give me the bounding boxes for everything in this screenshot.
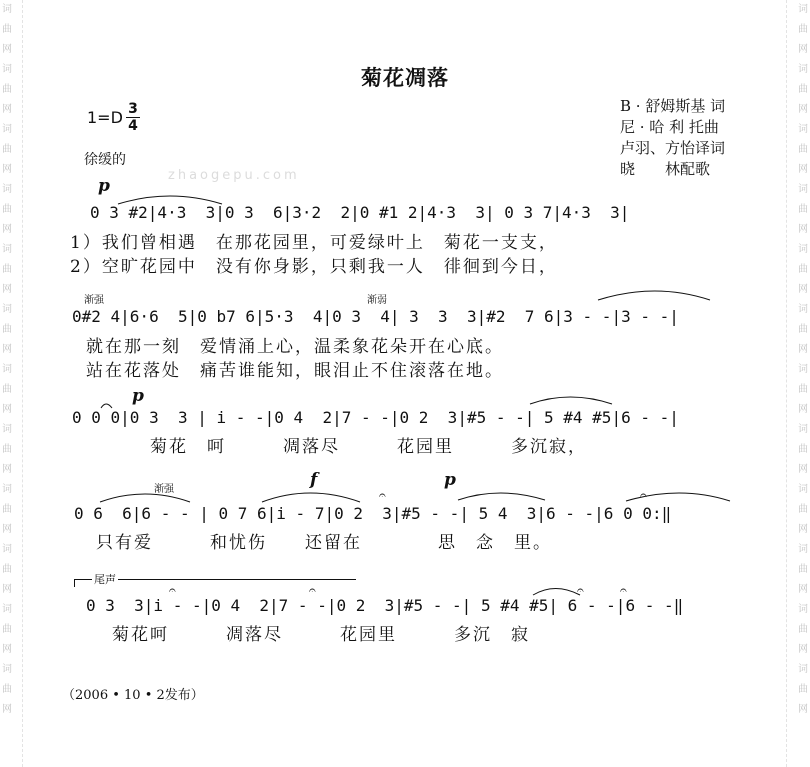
fermata-icon: 𝄐 bbox=[640, 488, 647, 502]
release-date: （2006 • 10 • 2发布） bbox=[62, 688, 204, 703]
lyric-line-3: 菊花 呵 凋落尽 花园里 多沉寂， bbox=[150, 437, 587, 457]
notation-line-4: 0 6 6|6 - - | 0 7 6|i - 7|0 2 3|#5 - -| 5 4 3|6 - -|6 0 0:‖ bbox=[74, 504, 672, 523]
side-watermark-char: 词 bbox=[798, 244, 808, 255]
side-watermark-char: 曲 bbox=[2, 24, 12, 35]
side-watermark-char: 网 bbox=[2, 404, 12, 415]
side-watermark-char: 词 bbox=[798, 664, 808, 675]
side-watermark-char: 曲 bbox=[798, 84, 808, 95]
credit-lyricist: B · 舒姆斯基 词 bbox=[620, 97, 726, 115]
side-watermark-char: 网 bbox=[798, 284, 808, 295]
credit-translators: 卢羽、方怡译词 bbox=[620, 139, 726, 157]
key-signature: 1=D bbox=[87, 108, 123, 127]
side-watermark-char: 词 bbox=[798, 4, 808, 15]
coda-label: 尾声 bbox=[94, 573, 116, 586]
side-watermark-char: 词 bbox=[798, 484, 808, 495]
fermata-icon: 𝄐 bbox=[577, 583, 584, 597]
side-watermark-char: 词 bbox=[2, 484, 12, 495]
side-watermark-char: 词 bbox=[2, 304, 12, 315]
side-watermark-char: 网 bbox=[798, 44, 808, 55]
side-watermark-char: 词 bbox=[2, 4, 12, 15]
side-watermark-char: 词 bbox=[2, 664, 12, 675]
dynamic-piano: p bbox=[444, 470, 456, 490]
side-watermark-char: 网 bbox=[2, 104, 12, 115]
side-watermark-char: 曲 bbox=[798, 204, 808, 215]
slur bbox=[100, 494, 190, 502]
lyric-line-5: 菊花呵 凋落尽 花园里 多沉 寂 bbox=[112, 625, 530, 645]
side-watermark-char: 曲 bbox=[2, 504, 12, 515]
side-watermark-char: 网 bbox=[798, 644, 808, 655]
diminuendo-mark: 渐弱 bbox=[367, 295, 387, 306]
side-watermark-char: 曲 bbox=[2, 324, 12, 335]
side-watermark-char: 网 bbox=[798, 104, 808, 115]
side-watermark-char: 网 bbox=[2, 644, 12, 655]
dynamic-forte: f bbox=[310, 470, 318, 490]
side-watermark-char: 词 bbox=[2, 124, 12, 135]
side-watermark-char: 网 bbox=[798, 584, 808, 595]
side-watermark-char: 网 bbox=[798, 164, 808, 175]
credit-arranger: 晓 林配歌 bbox=[620, 160, 711, 178]
side-watermark-char: 词 bbox=[2, 544, 12, 555]
slur bbox=[533, 589, 580, 596]
dynamic-piano: p bbox=[98, 176, 110, 196]
side-watermark-char: 曲 bbox=[798, 384, 808, 395]
side-watermark-char: 网 bbox=[2, 284, 12, 295]
side-watermark-char: 曲 bbox=[2, 84, 12, 95]
fermata-icon: 𝄐 bbox=[309, 583, 316, 597]
side-watermark-char: 曲 bbox=[2, 564, 12, 575]
side-watermark-char: 网 bbox=[798, 524, 808, 535]
slur bbox=[262, 493, 360, 502]
side-watermark-char: 曲 bbox=[2, 684, 12, 695]
site-watermark: zhaogepu.com bbox=[168, 168, 300, 183]
side-watermark-char: 词 bbox=[798, 184, 808, 195]
side-watermark-char: 曲 bbox=[798, 684, 808, 695]
side-watermark-char: 词 bbox=[798, 124, 808, 135]
lyric-verse-1-line-1: 1）我们曾相遇 在那花园里，可爱绿叶上 菊花一支支， bbox=[70, 233, 558, 253]
side-watermark-char: 词 bbox=[2, 244, 12, 255]
notation-line-5: 0 3 3|i - -|0 4 2|7 - -|0 2 3|#5 - -| 5 #4 #5| 6 - -|6 - -‖ bbox=[86, 596, 684, 615]
fermata-icon: 𝄐 bbox=[169, 583, 176, 597]
side-watermark-char: 词 bbox=[2, 604, 12, 615]
side-watermark-char: 网 bbox=[2, 164, 12, 175]
time-signature-top: 3 bbox=[128, 101, 138, 117]
side-watermark-char: 词 bbox=[2, 64, 12, 75]
side-watermark-char: 网 bbox=[2, 344, 12, 355]
lyric-verse-1-line-2: 就在那一刻 爱情涌上心，温柔象花朵开在心底。 bbox=[86, 337, 504, 357]
slur bbox=[598, 291, 710, 300]
side-watermark-char: 网 bbox=[798, 224, 808, 235]
side-watermark-char: 曲 bbox=[2, 204, 12, 215]
side-watermark-char: 网 bbox=[798, 704, 808, 715]
side-watermark-char: 网 bbox=[2, 704, 12, 715]
notation-line-1: 0 3 #2|4·3 3|0 3 6|3·2 2|0 #1 2|4·3 3| 0 3 7|4·3 3| bbox=[90, 203, 630, 222]
side-watermark-char: 曲 bbox=[798, 324, 808, 335]
side-watermark-char: 词 bbox=[798, 604, 808, 615]
side-watermark-char: 曲 bbox=[2, 444, 12, 455]
side-watermark-char: 网 bbox=[798, 404, 808, 415]
side-watermark-char: 曲 bbox=[2, 624, 12, 635]
coda-bracket-tick bbox=[74, 579, 75, 587]
side-watermark-char: 曲 bbox=[798, 504, 808, 515]
side-watermark-char: 曲 bbox=[798, 264, 808, 275]
side-watermark-char: 网 bbox=[2, 44, 12, 55]
side-watermark-char: 词 bbox=[798, 364, 808, 375]
slur bbox=[458, 493, 545, 500]
side-watermark-char: 词 bbox=[798, 64, 808, 75]
side-watermark-char: 曲 bbox=[798, 564, 808, 575]
side-watermark-char: 词 bbox=[2, 364, 12, 375]
side-watermark-char: 词 bbox=[798, 544, 808, 555]
side-watermark-char: 词 bbox=[2, 184, 12, 195]
side-watermark-char: 网 bbox=[2, 584, 12, 595]
side-watermark-char: 曲 bbox=[2, 144, 12, 155]
song-title: 菊花凋落 bbox=[361, 66, 449, 90]
side-watermark-char: 曲 bbox=[2, 264, 12, 275]
side-watermark-char: 曲 bbox=[798, 444, 808, 455]
side-watermark-char: 曲 bbox=[798, 144, 808, 155]
side-watermark-char: 网 bbox=[798, 344, 808, 355]
slur bbox=[530, 397, 612, 404]
side-watermark-char: 曲 bbox=[798, 24, 808, 35]
side-watermark-char: 网 bbox=[2, 464, 12, 475]
side-watermark-char: 网 bbox=[798, 464, 808, 475]
notation-line-2: 0#2 4|6·6 5|0 b7 6|5·3 4|0 3 4| 3 3 3|#2 7 6|3 - -|3 - -| bbox=[72, 307, 679, 326]
credit-composer: 尼 · 哈 利 托曲 bbox=[620, 118, 719, 136]
side-watermark-char: 词 bbox=[798, 304, 808, 315]
side-watermark-char: 网 bbox=[2, 524, 12, 535]
fermata-icon: 𝄐 bbox=[620, 583, 627, 597]
side-watermark-char: 曲 bbox=[798, 624, 808, 635]
tempo-marking: 徐缓的 bbox=[84, 152, 126, 168]
side-watermark-char: 词 bbox=[2, 424, 12, 435]
lyric-verse-2-line-2: 站在花落处 痛苦谁能知，眼泪止不住滚落在地。 bbox=[86, 361, 504, 381]
crescendo-mark: 渐强 bbox=[84, 295, 104, 306]
dynamic-piano: p bbox=[132, 386, 144, 406]
lyric-verse-2-line-1: 2）空旷花园中 没有你身影，只剩我一人 徘徊到今日， bbox=[70, 257, 558, 277]
notation-line-3: 0 0 0|0 3 3 | i - -|0 4 2|7 - -|0 2 3|#5 - -| 5 #4 #5|6 - -| bbox=[72, 408, 679, 427]
side-watermark-char: 曲 bbox=[2, 384, 12, 395]
fermata-icon: 𝄐 bbox=[379, 488, 386, 502]
time-signature-bottom: 4 bbox=[128, 118, 138, 134]
lyric-line-4: 只有爱 和忧伤 还留在 思 念 里。 bbox=[96, 533, 552, 553]
side-watermark-char: 网 bbox=[2, 224, 12, 235]
crescendo-mark: 渐强 bbox=[154, 484, 174, 495]
side-watermark-char: 词 bbox=[798, 424, 808, 435]
